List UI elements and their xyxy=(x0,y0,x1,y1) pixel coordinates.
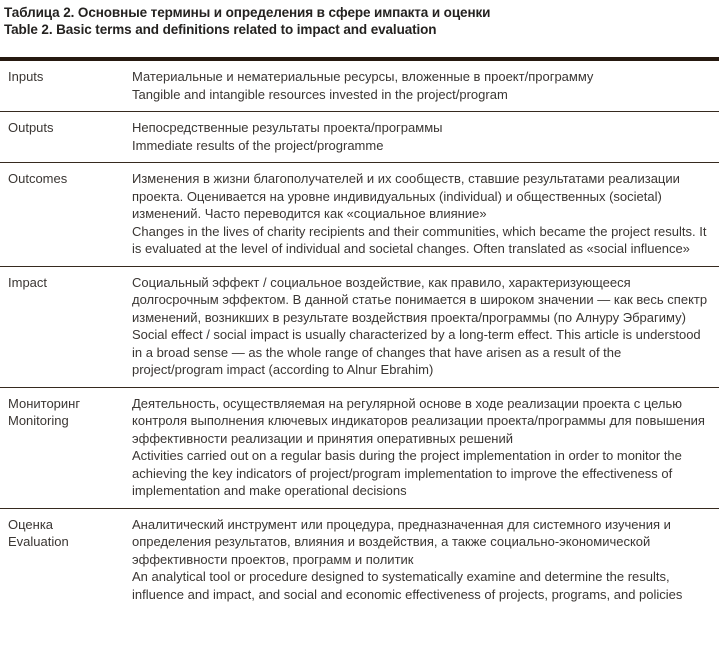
definition-ru: Социальный эффект / социальное воздействие, как правило, характеризующееся долгосрочным эффектом. В данной статье понимается в широком значении — как весь спектр изменений, возникших в результате воздействия проекта/программы (по Алнуру Эбрагиму) xyxy=(132,274,708,325)
term-cell xyxy=(0,119,132,137)
definition-en: Immediate results of the project/programme xyxy=(132,137,384,153)
term-label-secondary: Evaluation xyxy=(8,534,69,549)
definition-ru: Изменения в жизни благополучателей и их сообществ, ставшие результатами реализации проекта. Оценивается на уровне индивидуальных (individual) и общественных (societal) изменений. Часто переводится как «социальное влияние» xyxy=(132,171,680,221)
term-label: Inputs xyxy=(8,69,44,84)
table-row-monitoring xyxy=(0,387,719,508)
term-label: Impact xyxy=(8,274,48,290)
definition-en: Changes in the lives of charity recipients and their communities, which became the project results. It is evaluated at the level of individual and societal changes. Often translated as «social influence» xyxy=(132,223,707,256)
table-caption-en: Table 2. Basic terms and definitions related to impact and evaluation xyxy=(4,22,437,37)
table-caption xyxy=(0,4,719,38)
term-cell xyxy=(0,68,132,86)
term-label: Outcomes xyxy=(8,171,68,186)
definition-en: Social effect / social impact is usually characterized by a long-term effect. This article is understood in a broad sense — as the whole range of changes that have arisen as a result of the project/program impact (according to Alnur Ebrahim) xyxy=(132,327,701,377)
term-cell xyxy=(0,395,132,430)
term-label-secondary: Monitoring xyxy=(8,413,69,428)
definition-cell xyxy=(132,170,719,258)
table-row-outputs xyxy=(0,111,719,162)
definition-cell xyxy=(132,119,719,154)
table-row-evaluation xyxy=(0,508,719,612)
term-cell xyxy=(0,516,132,551)
definition-ru: Непосредственные результаты проекта/программы xyxy=(132,120,443,135)
term-cell xyxy=(0,170,132,188)
table-caption-ru: Таблица 2. Основные термины и определения в сфере импакта и оценки xyxy=(4,5,491,20)
term-label: Мониторинг xyxy=(8,395,81,411)
definition-en: Activities carried out on a regular basis during the project implementation in order to monitor the achieving the key indicators of project/program implementation to improve the effectiveness of implementation and make operational decisions xyxy=(132,448,682,498)
definition-ru: Материальные и нематериальные ресурсы, вложенные в проект/программу xyxy=(132,69,594,84)
table-row-impact xyxy=(0,266,719,387)
definition-cell xyxy=(132,274,719,379)
definition-en: An analytical tool or procedure designed to systematically examine and determine the results, influence and impact, and social and economic effectiveness of projects, programs, and policies xyxy=(132,569,683,602)
definition-ru: Аналитический инструмент или процедура, предназначенная для системного изучения и определения результатов, влияния и воздействия, а также социально-экономической эффективности проектов, программ и политик xyxy=(132,516,671,567)
definition-cell xyxy=(132,516,719,604)
term-cell xyxy=(0,274,132,292)
term-label: Оценка xyxy=(8,516,54,532)
term-label: Outputs xyxy=(8,120,54,135)
terms-table xyxy=(0,57,719,611)
definition-cell xyxy=(132,68,719,103)
definition-en: Tangible and intangible resources invested in the project/program xyxy=(132,86,508,102)
definition-cell xyxy=(132,395,719,500)
table-row-inputs xyxy=(0,61,719,111)
table-row-outcomes xyxy=(0,162,719,266)
definition-ru: Деятельность, осуществляемая на регулярной основе в ходе реализации проекта с целью контроля выполнения ключевых индикаторов реализации проекта/программы для повышения эффективности реализации и принятия оперативных решений xyxy=(132,395,705,446)
